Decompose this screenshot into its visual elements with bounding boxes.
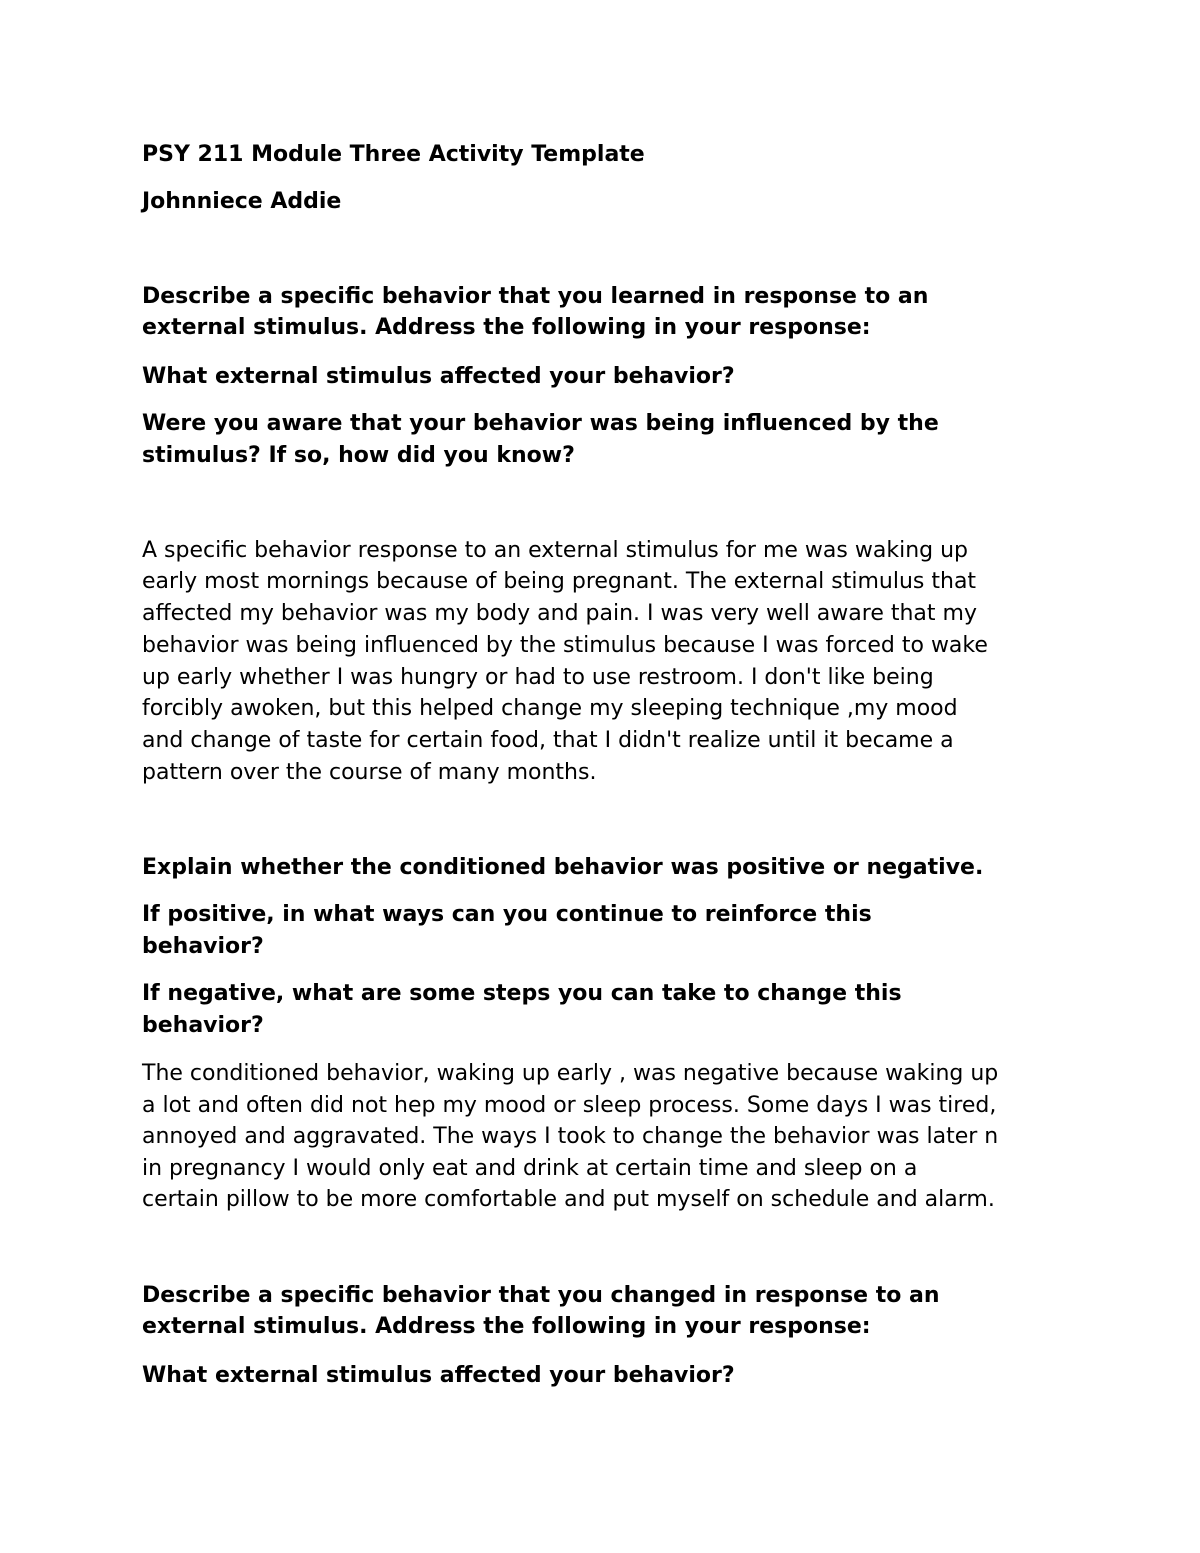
section1-question1: What external stimulus affected your behavior?: [142, 364, 735, 389]
section2-prompt: Explain whether the conditioned behavior was positive or negative.: [142, 855, 984, 880]
section1-answer-line: forcibly awoken, but this helped change my sleeping technique ,my mood: [142, 696, 958, 721]
section2-answer-line: a lot and often did not hep my mood or sleep process. Some days I was tired,: [142, 1093, 997, 1118]
section1-question2-line: stimulus? If so, how did you know?: [142, 443, 575, 468]
section1-answer-line: and change of taste for certain food, that I didn't realize until it became a: [142, 728, 954, 753]
section2-answer-line: annoyed and aggravated. The ways I took to change the behavior was later n: [142, 1124, 999, 1149]
section1-answer-line: up early whether I was hungry or had to use restroom. I don't like being: [142, 665, 934, 690]
section2-negative-line: If negative, what are some steps you can take to change this: [142, 981, 902, 1006]
section3-prompt-line: Describe a specific behavior that you changed in response to an: [142, 1283, 940, 1308]
section1-answer-line: A specific behavior response to an external stimulus for me was waking up: [142, 538, 968, 563]
section1-answer-line: behavior was being influenced by the stimulus because I was forced to wake: [142, 633, 988, 658]
section2-answer-line: certain pillow to be more comfortable and put myself on schedule and alarm.: [142, 1187, 995, 1212]
section2-positive-line: behavior?: [142, 934, 264, 959]
document-title: PSY 211 Module Three Activity Template: [142, 142, 645, 167]
section3-prompt-line: external stimulus. Address the following in your response:: [142, 1314, 871, 1339]
section2-answer-line: The conditioned behavior, waking up early , was negative because waking up: [142, 1061, 999, 1086]
section1-answer-line: affected my behavior was my body and pain. I was very well aware that my: [142, 601, 977, 626]
section2-answer-line: in pregnancy I would only eat and drink at certain time and sleep on a: [142, 1156, 918, 1181]
section3-question1: What external stimulus affected your behavior?: [142, 1363, 735, 1388]
section1-prompt-line: external stimulus. Address the following in your response:: [142, 315, 871, 340]
section2-positive-line: If positive, in what ways can you continue to reinforce this: [142, 902, 872, 927]
section1-answer-line: pattern over the course of many months.: [142, 760, 597, 785]
author-name: Johnniece Addie: [142, 189, 342, 214]
section1-prompt-line: Describe a specific behavior that you learned in response to an: [142, 284, 929, 309]
section2-negative-line: behavior?: [142, 1013, 264, 1038]
section1-question2-line: Were you aware that your behavior was being influenced by the: [142, 411, 939, 436]
section1-answer-line: early most mornings because of being pregnant. The external stimulus that: [142, 569, 977, 594]
